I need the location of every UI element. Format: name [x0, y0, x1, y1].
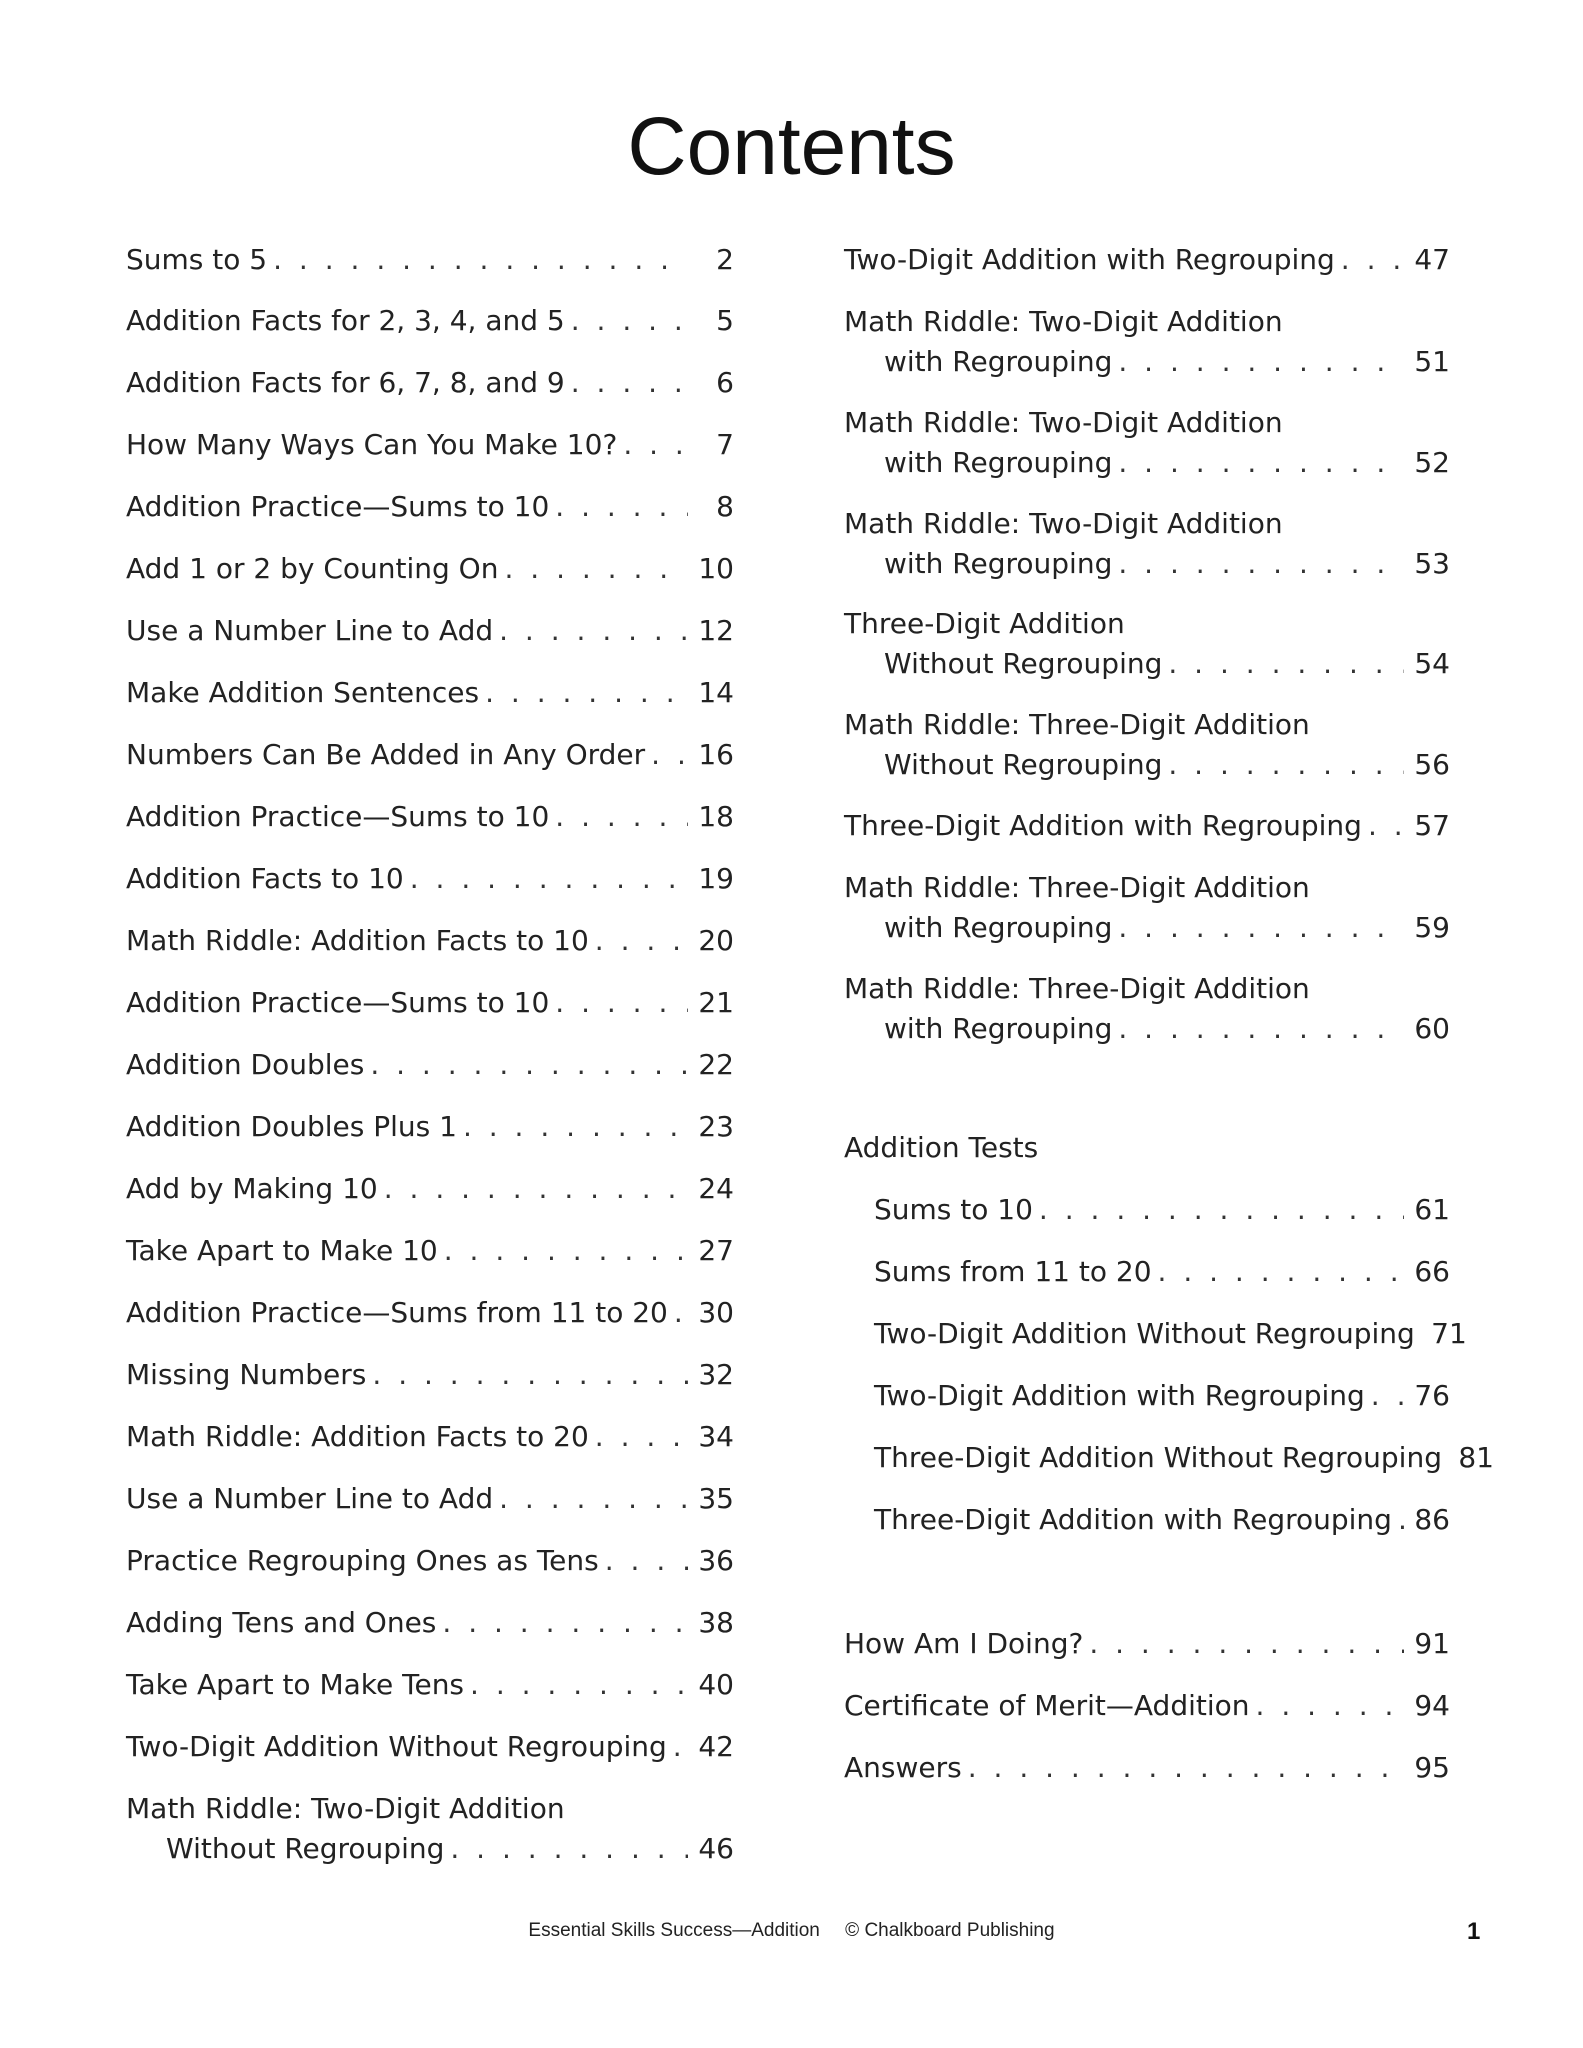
entry-title: Two-Digit Addition with Regrouping	[874, 1379, 1365, 1412]
toc-entry[interactable]	[126, 1603, 734, 1643]
entry-title: Take Apart to Make Tens	[126, 1668, 465, 1701]
dot-leader	[595, 1417, 688, 1457]
entry-page: 18	[698, 800, 734, 833]
entry-title: Make Addition Sentences	[126, 676, 480, 709]
toc-entry[interactable]	[126, 1231, 734, 1271]
addition-tests-heading: Addition Tests	[844, 1131, 1039, 1164]
toc-entry[interactable]	[126, 1541, 734, 1581]
dot-leader	[442, 1603, 688, 1643]
entry-title-continued: with Regrouping	[884, 547, 1113, 580]
entry-title-continued: with Regrouping	[884, 911, 1113, 944]
dot-leader	[410, 859, 688, 899]
entry-title: Addition Doubles Plus 1	[126, 1110, 457, 1143]
footer-book-title: Essential Skills Success—Addition	[528, 1920, 820, 1941]
page-number: 1	[1467, 1918, 1481, 1945]
entry-title: Adding Tens and Ones	[126, 1606, 437, 1639]
dot-leader	[1371, 1376, 1404, 1416]
dot-leader	[370, 1045, 688, 1085]
dot-leader	[623, 425, 688, 465]
entry-page: 40	[698, 1668, 734, 1701]
entry-page: 36	[698, 1544, 734, 1577]
entry-title: How Am I Doing?	[844, 1627, 1084, 1660]
entry-title: Missing Numbers	[126, 1358, 367, 1391]
dot-leader	[273, 240, 688, 280]
dot-leader	[444, 1231, 688, 1271]
page-footer	[0, 1920, 1583, 1942]
toc-entry[interactable]	[126, 487, 734, 527]
dot-leader	[673, 1727, 688, 1767]
toc-test-entry[interactable]	[844, 1252, 1450, 1292]
entry-page: 34	[698, 1420, 734, 1453]
entry-title: Math Riddle: Addition Facts to 10	[126, 924, 589, 957]
dot-leader	[504, 549, 688, 589]
dot-leader	[1118, 1009, 1404, 1049]
entry-page: 94	[1414, 1689, 1450, 1722]
entry-title: Addition Facts to 10	[126, 862, 404, 895]
dot-leader	[555, 797, 688, 837]
toc-entry[interactable]	[126, 301, 734, 341]
entry-page: 71	[1431, 1317, 1467, 1350]
entry-title: Addition Facts for 6, 7, 8, and 9	[126, 366, 565, 399]
dot-leader	[1256, 1686, 1404, 1726]
dot-leader	[595, 921, 688, 961]
dot-leader	[1368, 806, 1404, 846]
toc-entry[interactable]	[126, 1665, 734, 1705]
entry-title: Math Riddle: Three-Digit Addition	[844, 708, 1310, 741]
entry-title: Use a Number Line to Add	[126, 1482, 494, 1515]
entry-title: Certificate of Merit—Addition	[844, 1689, 1250, 1722]
dot-leader	[605, 1541, 688, 1581]
entry-title-continued: with Regrouping	[884, 1012, 1113, 1045]
toc-entry[interactable]	[126, 240, 734, 280]
entry-page: 81	[1458, 1441, 1494, 1474]
entry-title-continued: Without Regrouping	[884, 748, 1163, 781]
entry-title: Numbers Can Be Added in Any Order	[126, 738, 646, 771]
entry-page: 56	[1414, 748, 1450, 781]
entry-page: 57	[1414, 809, 1450, 842]
toc-entry[interactable]	[126, 1293, 734, 1333]
entry-title: Addition Practice—Sums to 10	[126, 490, 550, 523]
entry-page: 27	[698, 1234, 734, 1267]
dot-leader	[1341, 240, 1404, 280]
entry-title: Addition Practice—Sums to 10	[126, 986, 550, 1019]
toc-entry[interactable]	[844, 504, 1450, 584]
toc-test-entry[interactable]	[844, 1438, 1494, 1478]
entry-title: Three-Digit Addition	[844, 607, 1125, 640]
entry-page: 5	[716, 304, 734, 337]
toc-entry[interactable]	[126, 1417, 734, 1457]
dot-leader	[1118, 443, 1404, 483]
dot-leader	[470, 1665, 688, 1705]
dot-leader	[1168, 644, 1404, 684]
dot-leader	[1398, 1500, 1404, 1540]
entry-title: Three-Digit Addition with Regrouping	[844, 809, 1362, 842]
dot-leader	[968, 1748, 1404, 1788]
footer-publisher: © Chalkboard Publishing	[845, 1920, 1055, 1941]
entry-title: Math Riddle: Two-Digit Addition	[844, 406, 1283, 439]
toc-entry[interactable]	[126, 859, 734, 899]
entry-title-continued: Without Regrouping	[884, 647, 1163, 680]
toc-entry[interactable]	[126, 1479, 734, 1519]
entry-title: Math Riddle: Three-Digit Addition	[844, 972, 1310, 1005]
toc-entry[interactable]	[844, 868, 1450, 948]
toc-test-entry[interactable]	[844, 1500, 1450, 1540]
dot-leader	[450, 1829, 688, 1869]
toc-entry[interactable]	[126, 1045, 734, 1085]
dot-leader	[384, 1169, 688, 1209]
dot-leader	[571, 363, 688, 403]
dot-leader	[499, 1479, 688, 1519]
entry-page: 24	[698, 1172, 734, 1205]
entry-page: 91	[1414, 1627, 1450, 1660]
entry-title: Addition Practice—Sums to 10	[126, 800, 550, 833]
entry-page: 12	[698, 614, 734, 647]
entry-page: 6	[716, 366, 734, 399]
dot-leader	[1118, 342, 1404, 382]
entry-page: 61	[1414, 1193, 1450, 1226]
entry-page: 38	[698, 1606, 734, 1639]
entry-page: 86	[1414, 1503, 1450, 1536]
entry-page: 7	[716, 428, 734, 461]
toc-entry[interactable]	[126, 921, 734, 961]
entry-page: 54	[1414, 647, 1450, 680]
entry-page: 66	[1414, 1255, 1450, 1288]
entry-title: Sums to 10	[874, 1193, 1033, 1226]
toc-entry[interactable]	[844, 969, 1450, 1049]
entry-title: Math Riddle: Addition Facts to 20	[126, 1420, 589, 1453]
toc-entry[interactable]	[844, 1624, 1450, 1664]
entry-page: 32	[698, 1358, 734, 1391]
entry-title: Math Riddle: Three-Digit Addition	[844, 871, 1310, 904]
dot-leader	[1039, 1190, 1404, 1230]
entry-page: 20	[698, 924, 734, 957]
entry-title: Take Apart to Make 10	[126, 1234, 438, 1267]
entry-page: 10	[698, 552, 734, 585]
dot-leader	[485, 673, 688, 713]
toc-entry[interactable]	[844, 403, 1450, 483]
dot-leader	[555, 487, 688, 527]
entry-title: Sums from 11 to 20	[874, 1255, 1152, 1288]
entry-title: Math Riddle: Two-Digit Addition	[844, 305, 1283, 338]
dot-leader	[463, 1107, 688, 1147]
toc-entry[interactable]	[844, 302, 1450, 382]
dot-leader	[571, 301, 688, 341]
toc-entry[interactable]	[126, 611, 734, 651]
entry-page: 46	[698, 1832, 734, 1865]
dot-leader	[555, 983, 688, 1023]
entry-page: 47	[1414, 243, 1450, 276]
entry-title: Math Riddle: Two-Digit Addition	[844, 507, 1283, 540]
dot-leader	[651, 735, 688, 775]
entry-page: 8	[716, 490, 734, 523]
dot-leader	[499, 611, 688, 651]
entry-page: 21	[698, 986, 734, 1019]
entry-title: Two-Digit Addition with Regrouping	[844, 243, 1335, 276]
entry-title: Two-Digit Addition Without Regrouping	[874, 1317, 1415, 1350]
entry-page: 76	[1414, 1379, 1450, 1412]
dot-leader	[1089, 1624, 1404, 1664]
entry-page: 30	[698, 1296, 734, 1329]
toc-entry[interactable]	[844, 1748, 1450, 1788]
entry-page: 51	[1414, 345, 1450, 378]
dot-leader	[1118, 544, 1404, 584]
toc-entry[interactable]	[126, 983, 734, 1023]
dot-leader	[1158, 1252, 1404, 1292]
toc-entry[interactable]	[844, 705, 1450, 785]
entry-title: Three-Digit Addition Without Regrouping	[874, 1441, 1442, 1474]
toc-entry[interactable]	[126, 735, 734, 775]
toc-entry[interactable]	[126, 1727, 734, 1767]
entry-title: Practice Regrouping Ones as Tens	[126, 1544, 599, 1577]
entry-title: How Many Ways Can You Make 10?	[126, 428, 618, 461]
toc-entry[interactable]	[126, 425, 734, 465]
entry-page: 2	[716, 243, 734, 276]
entry-page: 52	[1414, 446, 1450, 479]
toc-entry[interactable]	[126, 797, 734, 837]
entry-title: Math Riddle: Two-Digit Addition	[126, 1792, 565, 1825]
entry-page: 42	[698, 1730, 734, 1763]
entry-page: 23	[698, 1110, 734, 1143]
entry-title: Use a Number Line to Add	[126, 614, 494, 647]
toc-entry[interactable]	[126, 549, 734, 589]
toc-entry[interactable]	[844, 604, 1450, 684]
entry-title: Two-Digit Addition Without Regrouping	[126, 1730, 667, 1763]
toc-entry[interactable]	[126, 673, 734, 713]
toc-entry[interactable]	[126, 1107, 734, 1147]
toc-entry[interactable]	[844, 240, 1450, 280]
entry-page: 59	[1414, 911, 1450, 944]
entry-page: 16	[698, 738, 734, 771]
toc-test-entry[interactable]	[844, 1376, 1450, 1416]
entry-page: 53	[1414, 547, 1450, 580]
entry-title: Addition Practice—Sums from 11 to 20	[126, 1296, 668, 1329]
entry-title-continued: with Regrouping	[884, 446, 1113, 479]
entry-page: 14	[698, 676, 734, 709]
dot-leader	[372, 1355, 688, 1395]
page-title: Contents	[627, 101, 956, 192]
entry-page: 95	[1414, 1751, 1450, 1784]
entry-page: 60	[1414, 1012, 1450, 1045]
entry-page: 35	[698, 1482, 734, 1515]
toc-test-entry[interactable]	[844, 1314, 1467, 1354]
toc-entry[interactable]	[126, 1355, 734, 1395]
entry-title: Addition Doubles	[126, 1048, 365, 1081]
dot-leader	[1118, 908, 1404, 948]
toc-entry[interactable]	[844, 1686, 1450, 1726]
toc-entry[interactable]	[126, 363, 734, 403]
entry-title: Three-Digit Addition with Regrouping	[874, 1503, 1392, 1536]
toc-test-entry[interactable]	[844, 1190, 1450, 1230]
toc-entry[interactable]	[126, 1169, 734, 1209]
entry-page: 22	[698, 1048, 734, 1081]
entry-title: Answers	[844, 1751, 962, 1784]
dot-leader	[1168, 745, 1404, 785]
toc-entry[interactable]	[126, 1789, 734, 1869]
entry-title: Addition Facts for 2, 3, 4, and 5	[126, 304, 565, 337]
dot-leader	[674, 1293, 688, 1333]
entry-title: Add 1 or 2 by Counting On	[126, 552, 499, 585]
entry-title-continued: with Regrouping	[884, 345, 1113, 378]
toc-entry[interactable]	[844, 806, 1450, 846]
entry-title: Add by Making 10	[126, 1172, 378, 1205]
entry-page: 19	[698, 862, 734, 895]
entry-title-continued: Without Regrouping	[166, 1832, 445, 1865]
entry-title: Sums to 5	[126, 243, 268, 276]
